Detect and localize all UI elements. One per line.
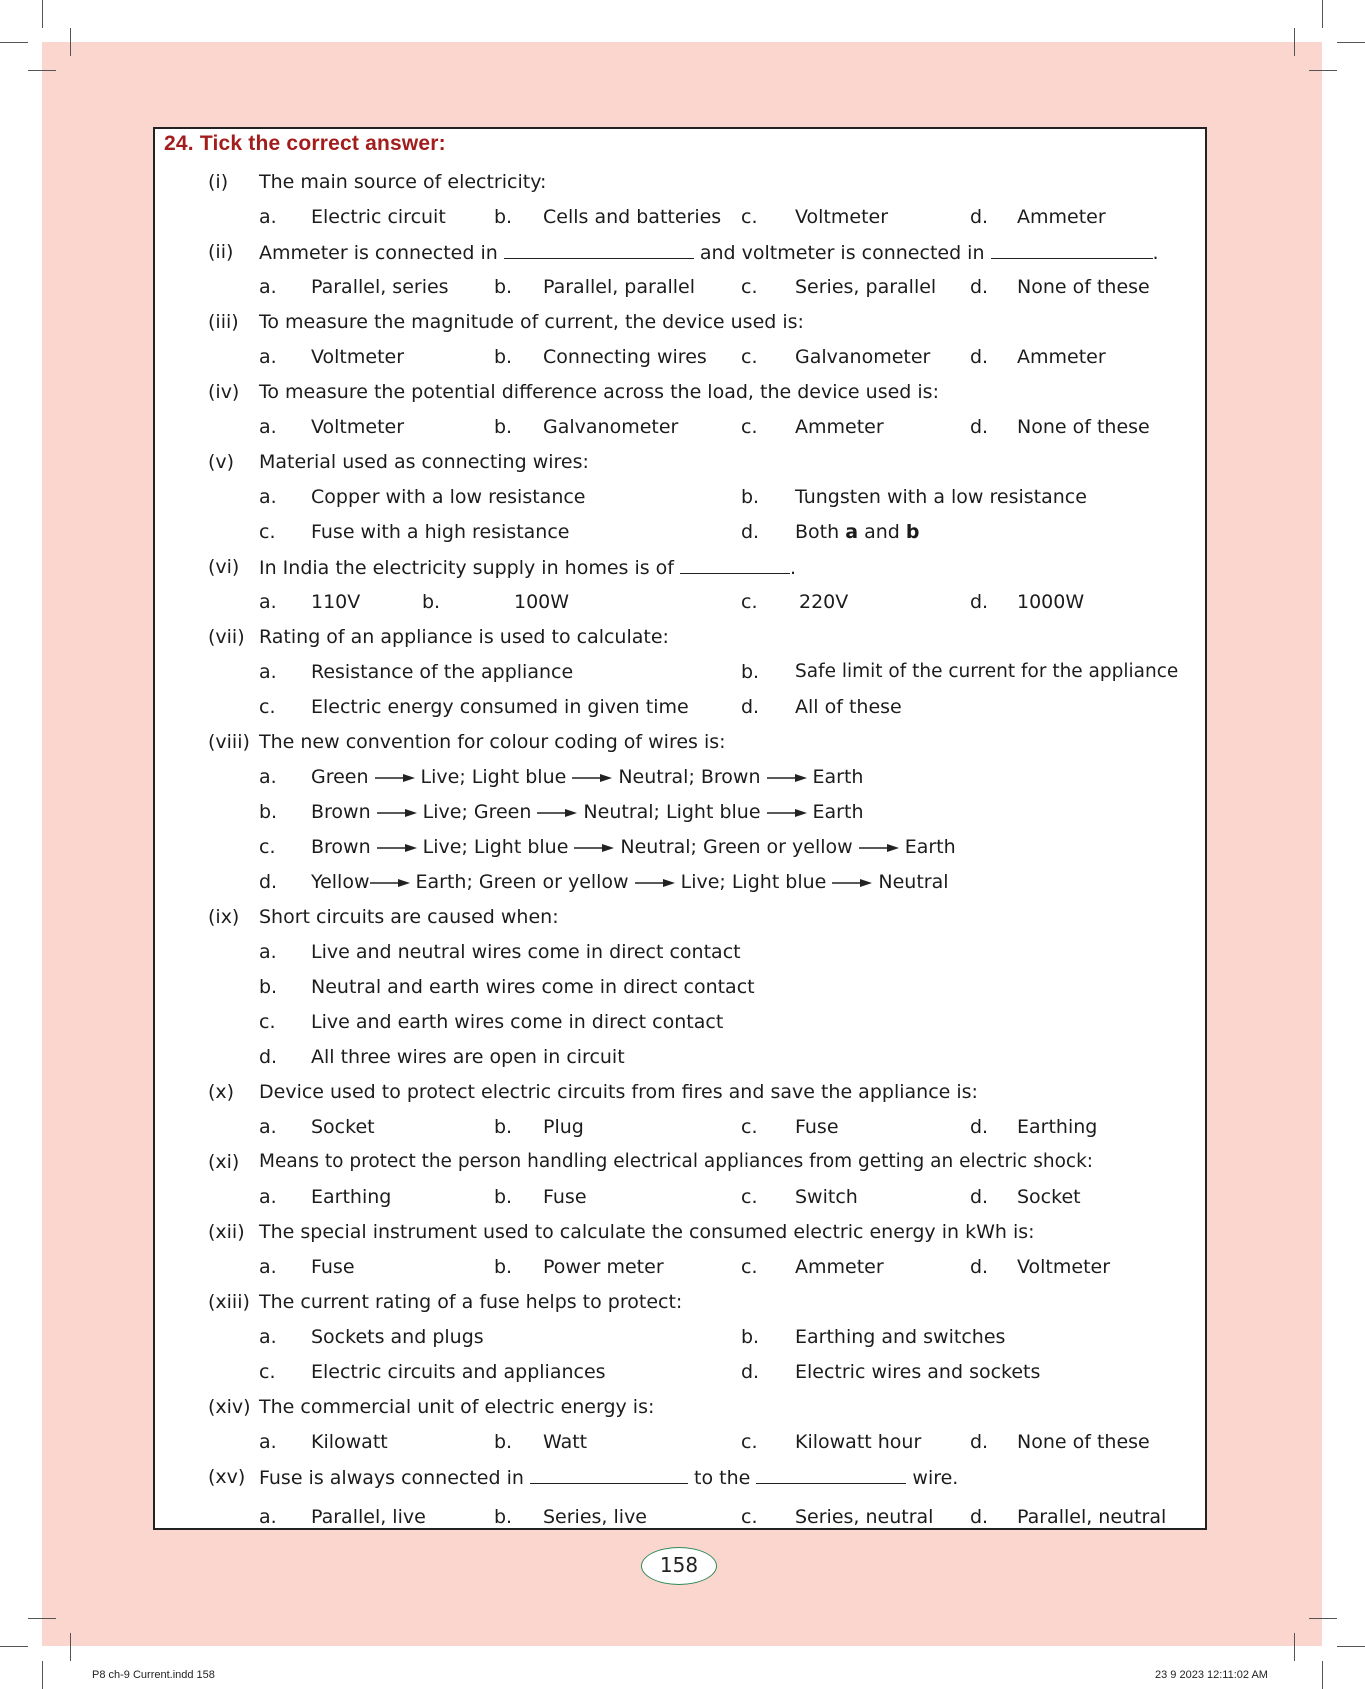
option-c[interactable]: Ammeter bbox=[795, 416, 884, 438]
question-text-part: Ammeter is connected in bbox=[259, 242, 498, 264]
option-letter: c. bbox=[259, 1011, 276, 1033]
option-a[interactable]: Copper with a low resistance bbox=[311, 486, 586, 508]
question-text: The new convention for colour coding of wires is: bbox=[259, 731, 726, 753]
crop-mark bbox=[70, 1633, 71, 1661]
crop-mark bbox=[1322, 0, 1323, 28]
question-text: To measure the magnitude of current, the device used is: bbox=[259, 311, 804, 333]
option-c[interactable]: 220V bbox=[799, 591, 849, 613]
option-d[interactable]: All of these bbox=[795, 696, 902, 718]
option-a[interactable]: Electric circuit bbox=[311, 206, 446, 228]
option-text-part: Earth bbox=[812, 801, 864, 823]
option-a[interactable]: Earthing bbox=[311, 1186, 392, 1208]
option-text-part: b bbox=[905, 521, 920, 543]
option-d[interactable]: Earthing bbox=[1017, 1116, 1098, 1138]
exercise-heading: 24. Tick the correct answer: bbox=[164, 132, 446, 155]
option-c[interactable]: Switch bbox=[795, 1186, 858, 1208]
option-text-part: Earth bbox=[904, 836, 956, 858]
question-number: (ix) bbox=[208, 906, 240, 928]
option-a[interactable]: Voltmeter bbox=[311, 346, 405, 368]
arrow-right-icon bbox=[574, 843, 614, 853]
option-text-part: Neutral bbox=[878, 871, 949, 893]
option-b[interactable]: Plug bbox=[543, 1116, 584, 1138]
option-letter: d. bbox=[970, 346, 989, 368]
exercise-box bbox=[153, 127, 1207, 1530]
option-b[interactable]: Galvanometer bbox=[543, 416, 679, 438]
question-text-part: to the bbox=[694, 1467, 751, 1489]
question-text-part: Fuse is always connected in bbox=[259, 1467, 524, 1489]
option-letter: b. bbox=[494, 276, 513, 298]
option-letter: a. bbox=[259, 1431, 277, 1453]
option-d[interactable]: None of these bbox=[1017, 1431, 1150, 1453]
question-text bbox=[259, 1465, 958, 1490]
question-text: To measure the potential difference across the load, the device used is: bbox=[259, 381, 939, 403]
answer-blank[interactable] bbox=[680, 555, 790, 574]
option-text-part: Brown bbox=[311, 801, 371, 823]
option-b[interactable]: Neutral and earth wires come in direct contact bbox=[311, 976, 755, 998]
question-text-part: . bbox=[1152, 242, 1159, 264]
option-c[interactable]: Fuse bbox=[795, 1116, 839, 1138]
option-b[interactable] bbox=[311, 800, 863, 824]
option-text-part: Neutral; Brown bbox=[618, 766, 761, 788]
option-text-part: Both bbox=[795, 521, 840, 543]
question-number: (xv) bbox=[208, 1466, 246, 1488]
option-letter: a. bbox=[259, 486, 277, 508]
question-number: (ii) bbox=[208, 241, 234, 263]
option-letter: a. bbox=[259, 591, 277, 613]
option-letter: a. bbox=[259, 1256, 277, 1278]
footer-timestamp: 23 9 2023 12:11:02 AM bbox=[1155, 1669, 1268, 1681]
arrow-right-icon bbox=[859, 843, 899, 853]
option-letter: d. bbox=[970, 206, 989, 228]
option-text-part: a bbox=[845, 521, 859, 543]
option-letter: a. bbox=[259, 1506, 277, 1528]
option-letter: b. bbox=[494, 1506, 513, 1528]
question-number: (x) bbox=[208, 1081, 235, 1103]
option-text-part: Yellow bbox=[311, 871, 370, 893]
question-text: The special instrument used to calculate the consumed electric energy in kWh is: bbox=[259, 1221, 1035, 1243]
option-d[interactable]: Voltmeter bbox=[1017, 1256, 1111, 1278]
option-letter: a. bbox=[259, 206, 277, 228]
option-letter: d. bbox=[741, 696, 760, 718]
option-letter: b. bbox=[494, 1431, 513, 1453]
option-a[interactable]: Sockets and plugs bbox=[311, 1326, 484, 1348]
option-letter: c. bbox=[259, 696, 276, 718]
question-number: (v) bbox=[208, 451, 235, 473]
crop-mark bbox=[1309, 70, 1337, 71]
option-letter: c. bbox=[741, 1506, 758, 1528]
crop-mark bbox=[28, 70, 56, 71]
option-letter: b. bbox=[422, 591, 441, 613]
option-c[interactable]: Fuse with a high resistance bbox=[311, 521, 570, 543]
arrow-right-icon bbox=[377, 843, 417, 853]
option-d[interactable]: 1000W bbox=[1017, 591, 1085, 613]
option-text-part: Neutral; Light blue bbox=[583, 801, 761, 823]
arrow-right-icon bbox=[375, 773, 415, 783]
option-letter: c. bbox=[741, 591, 758, 613]
question-text: Device used to protect electric circuits from fires and save the appliance is: bbox=[259, 1081, 978, 1103]
option-letter: a. bbox=[259, 416, 277, 438]
footer-file-info: P8 ch-9 Current.indd 158 bbox=[92, 1669, 215, 1681]
option-c[interactable]: Galvanometer bbox=[795, 346, 931, 368]
option-text-part: and bbox=[864, 521, 900, 543]
answer-blank[interactable] bbox=[530, 1465, 688, 1484]
option-text-part: Neutral; Green or yellow bbox=[620, 836, 853, 858]
option-text-part: Brown bbox=[311, 836, 371, 858]
option-c[interactable]: Series, neutral bbox=[795, 1506, 934, 1528]
arrow-right-icon bbox=[832, 878, 872, 888]
option-letter: b. bbox=[259, 976, 278, 998]
question-number: (vii) bbox=[208, 626, 245, 648]
question-number: (xiii) bbox=[208, 1291, 250, 1313]
crop-mark bbox=[1294, 1633, 1295, 1661]
arrow-right-icon bbox=[370, 878, 410, 888]
crop-mark bbox=[70, 28, 71, 56]
option-b[interactable]: Tungsten with a low resistance bbox=[795, 486, 1087, 508]
crop-mark bbox=[1337, 1646, 1365, 1647]
question-text bbox=[259, 555, 796, 580]
question-text: The current rating of a fuse helps to protect: bbox=[259, 1291, 683, 1313]
option-d[interactable]: None of these bbox=[1017, 416, 1150, 438]
option-text-part: Live; Light blue bbox=[680, 871, 827, 893]
option-letter: b. bbox=[741, 1326, 760, 1348]
question-number: (xii) bbox=[208, 1221, 245, 1243]
option-c[interactable]: Electric circuits and appliances bbox=[311, 1361, 606, 1383]
option-d[interactable]: None of these bbox=[1017, 276, 1150, 298]
arrow-right-icon bbox=[572, 773, 612, 783]
option-c[interactable]: Ammeter bbox=[795, 1256, 884, 1278]
option-b[interactable]: Power meter bbox=[543, 1256, 664, 1278]
option-text-part: Live; Light blue bbox=[422, 836, 569, 858]
option-letter: b. bbox=[494, 1116, 513, 1138]
arrow-right-icon bbox=[767, 773, 807, 783]
option-letter: b. bbox=[494, 1186, 513, 1208]
crop-mark bbox=[1337, 42, 1365, 43]
page-number: 158 bbox=[641, 1547, 717, 1585]
crop-mark bbox=[1294, 28, 1295, 56]
option-a[interactable]: Parallel, live bbox=[311, 1506, 426, 1528]
option-letter: c. bbox=[259, 521, 276, 543]
question-text: The commercial unit of electric energy is: bbox=[259, 1396, 655, 1418]
option-a[interactable]: 110V bbox=[311, 591, 361, 613]
question-text: The main source of electricity: bbox=[259, 171, 547, 193]
option-b[interactable]: Fuse bbox=[543, 1186, 587, 1208]
option-d[interactable]: Ammeter bbox=[1017, 206, 1106, 228]
option-letter: c. bbox=[259, 836, 276, 858]
option-letter: c. bbox=[741, 276, 758, 298]
option-d[interactable] bbox=[311, 870, 949, 894]
option-b[interactable]: Parallel, parallel bbox=[543, 276, 695, 298]
option-letter: b. bbox=[494, 346, 513, 368]
question-number: (vi) bbox=[208, 556, 240, 578]
option-letter: d. bbox=[970, 416, 989, 438]
question-text: Rating of an appliance is used to calculate: bbox=[259, 626, 669, 648]
option-b[interactable]: Series, live bbox=[543, 1506, 647, 1528]
option-c[interactable]: Live and earth wires come in direct contact bbox=[311, 1011, 724, 1033]
option-letter: d. bbox=[259, 1046, 278, 1068]
answer-blank[interactable] bbox=[504, 240, 694, 259]
option-letter: c. bbox=[741, 346, 758, 368]
option-letter: a. bbox=[259, 661, 277, 683]
option-letter: d. bbox=[970, 1256, 989, 1278]
crop-mark bbox=[42, 1661, 43, 1689]
option-b[interactable]: Safe limit of the current for the appliance bbox=[795, 661, 1179, 682]
option-text-part: Live; Light blue bbox=[420, 766, 567, 788]
arrow-right-icon bbox=[377, 808, 417, 818]
option-letter: c. bbox=[741, 416, 758, 438]
option-b[interactable]: 100W bbox=[514, 591, 570, 613]
option-a[interactable]: Parallel, series bbox=[311, 276, 449, 298]
option-text-part: Green bbox=[311, 766, 369, 788]
option-letter: d. bbox=[970, 1116, 989, 1138]
option-letter: a. bbox=[259, 766, 277, 788]
question-number: (viii) bbox=[208, 731, 250, 753]
question-text-part: and voltmeter is connected in bbox=[699, 242, 985, 264]
question-text: Short circuits are caused when: bbox=[259, 906, 559, 928]
question-text-part: wire. bbox=[912, 1467, 959, 1489]
option-letter: d. bbox=[970, 1186, 989, 1208]
question-number: (xi) bbox=[208, 1151, 240, 1173]
option-a[interactable]: Live and neutral wires come in direct contact bbox=[311, 941, 741, 963]
option-a[interactable]: Socket bbox=[311, 1116, 375, 1138]
option-letter: b. bbox=[259, 801, 278, 823]
arrow-right-icon bbox=[537, 808, 577, 818]
option-letter: b. bbox=[741, 486, 760, 508]
question-text: Material used as connecting wires: bbox=[259, 451, 589, 473]
option-letter: a. bbox=[259, 1116, 277, 1138]
option-letter: d. bbox=[741, 521, 760, 543]
option-letter: d. bbox=[970, 1431, 989, 1453]
option-b[interactable]: Earthing and switches bbox=[795, 1326, 1006, 1348]
option-letter: a. bbox=[259, 1186, 277, 1208]
option-d[interactable]: Parallel, neutral bbox=[1017, 1506, 1167, 1528]
question-number: (xiv) bbox=[208, 1396, 251, 1418]
option-letter: c. bbox=[741, 1186, 758, 1208]
option-letter: d. bbox=[970, 276, 989, 298]
option-letter: b. bbox=[494, 206, 513, 228]
option-a[interactable]: Resistance of the appliance bbox=[311, 661, 574, 683]
arrow-right-icon bbox=[635, 878, 675, 888]
crop-mark bbox=[28, 1618, 56, 1619]
option-d[interactable] bbox=[795, 520, 919, 544]
question-text-part: In India the electricity supply in homes is of bbox=[259, 557, 674, 579]
option-c[interactable]: Electric energy consumed in given time bbox=[311, 696, 689, 718]
option-letter: d. bbox=[741, 1361, 760, 1383]
option-c[interactable]: Series, parallel bbox=[795, 276, 937, 298]
option-a[interactable] bbox=[311, 765, 863, 789]
option-letter: a. bbox=[259, 941, 277, 963]
answer-blank[interactable] bbox=[756, 1465, 906, 1484]
question-number: (i) bbox=[208, 171, 229, 193]
option-d[interactable]: Electric wires and sockets bbox=[795, 1361, 1041, 1383]
question-text-part: . bbox=[790, 557, 797, 579]
question-text bbox=[259, 240, 1159, 265]
option-letter: a. bbox=[259, 346, 277, 368]
option-letter: d. bbox=[259, 871, 278, 893]
option-c[interactable]: Kilowatt hour bbox=[795, 1431, 922, 1453]
option-letter: b. bbox=[741, 661, 760, 683]
option-text-part: Live; Green bbox=[422, 801, 532, 823]
question-number: (iv) bbox=[208, 381, 240, 403]
option-letter: c. bbox=[259, 1361, 276, 1383]
option-a[interactable]: Voltmeter bbox=[311, 416, 405, 438]
crop-mark bbox=[42, 0, 43, 28]
option-letter: c. bbox=[741, 1431, 758, 1453]
option-b[interactable]: Connecting wires bbox=[543, 346, 707, 368]
option-a[interactable]: Fuse bbox=[311, 1256, 355, 1278]
option-text-part: Earth; Green or yellow bbox=[415, 871, 629, 893]
option-a[interactable]: Kilowatt bbox=[311, 1431, 388, 1453]
question-text: Means to protect the person handling electrical appliances from getting an electric shock: bbox=[259, 1151, 1094, 1172]
answer-blank[interactable] bbox=[991, 240, 1153, 259]
option-letter: c. bbox=[741, 1256, 758, 1278]
option-c[interactable] bbox=[311, 835, 956, 859]
option-d[interactable]: Ammeter bbox=[1017, 346, 1106, 368]
arrow-right-icon bbox=[767, 808, 807, 818]
option-letter: d. bbox=[970, 1506, 989, 1528]
option-b[interactable]: Cells and batteries bbox=[543, 206, 722, 228]
option-letter: a. bbox=[259, 1326, 277, 1348]
option-letter: b. bbox=[494, 1256, 513, 1278]
option-letter: c. bbox=[741, 1116, 758, 1138]
option-b[interactable]: Watt bbox=[543, 1431, 588, 1453]
crop-mark bbox=[1322, 1661, 1323, 1689]
option-d[interactable]: Socket bbox=[1017, 1186, 1081, 1208]
option-letter: a. bbox=[259, 276, 277, 298]
option-letter: c. bbox=[741, 206, 758, 228]
option-text-part: Earth bbox=[812, 766, 864, 788]
question-number: (iii) bbox=[208, 311, 239, 333]
crop-mark bbox=[0, 42, 28, 43]
option-letter: b. bbox=[494, 416, 513, 438]
crop-mark bbox=[0, 1646, 28, 1647]
option-c[interactable]: Voltmeter bbox=[795, 206, 889, 228]
crop-mark bbox=[1309, 1618, 1337, 1619]
option-letter: d. bbox=[970, 591, 989, 613]
option-d[interactable]: All three wires are open in circuit bbox=[311, 1046, 625, 1068]
